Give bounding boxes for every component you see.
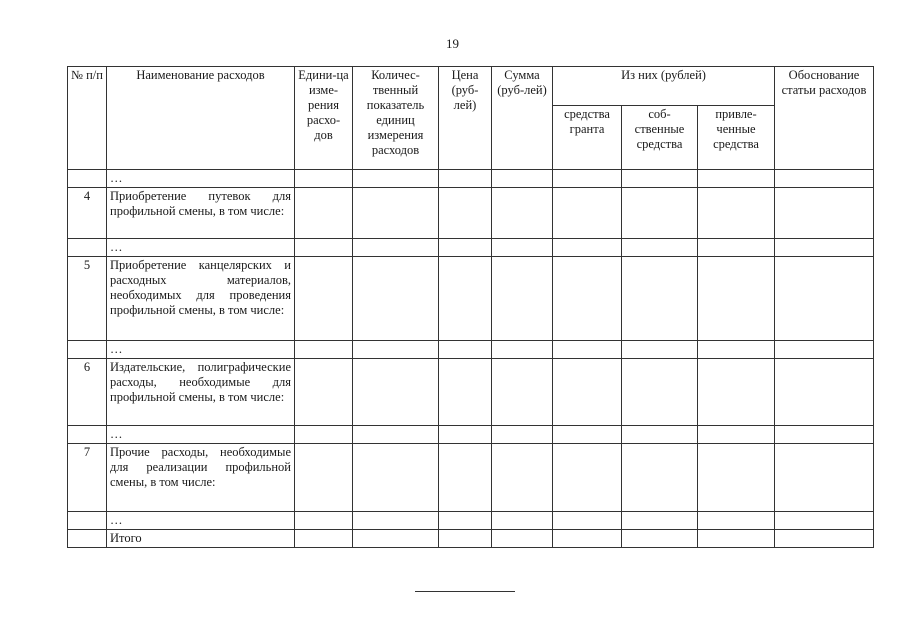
total-label: Итого: [107, 530, 295, 548]
header-num: № п/п: [68, 67, 107, 170]
table-row: [68, 341, 874, 359]
row-name: Приобретение канцелярских и расходных материалов, необходимых для проведения профильной смены, в том числе:: [107, 257, 295, 341]
ellipsis-cell: …: [107, 426, 295, 444]
table-row: [68, 188, 874, 239]
header-grant: средства гранта: [553, 106, 622, 170]
header-attracted: привле-ченные средства: [698, 106, 775, 170]
ellipsis-cell: …: [107, 239, 295, 257]
table-row: [68, 257, 874, 341]
row-num: 7: [68, 444, 107, 512]
table-row: [68, 359, 874, 426]
table-row: [68, 239, 874, 257]
ellipsis-cell: …: [107, 170, 295, 188]
header-unit: Едини-ца изме-рения расхо-дов: [295, 67, 353, 170]
row-name: Приобретение путевок для профильной смены, в том числе:: [107, 188, 295, 239]
header-justification: Обоснование статьи расходов: [775, 67, 874, 170]
row-name: Прочие расходы, необходимые для реализации профильной смены, в том числе:: [107, 444, 295, 512]
table-row: [68, 444, 874, 512]
expense-table: [67, 66, 874, 548]
header-name: Наименование расходов: [107, 67, 295, 170]
header-price: Цена (руб-лей): [439, 67, 492, 170]
ellipsis-cell: …: [107, 341, 295, 359]
page-number: 19: [446, 36, 459, 51]
header-own: соб-ственные средства: [622, 106, 698, 170]
total-row: [68, 530, 874, 548]
table-row: [68, 512, 874, 530]
header-of-which: Из них (рублей): [553, 67, 775, 106]
header-sum: Сумма (руб-лей): [492, 67, 553, 170]
header-quantity: Количес-твенный показатель единиц измерения расходов: [353, 67, 439, 170]
row-name: Издательские, полиграфические расходы, необходимые для профильной смены, в том числе:: [107, 359, 295, 426]
ellipsis-cell: …: [107, 512, 295, 530]
row-num: 6: [68, 359, 107, 426]
row-num: 5: [68, 257, 107, 341]
row-num: 4: [68, 188, 107, 239]
footer-divider: [415, 591, 515, 592]
table-row: [68, 426, 874, 444]
table-row: [68, 170, 874, 188]
